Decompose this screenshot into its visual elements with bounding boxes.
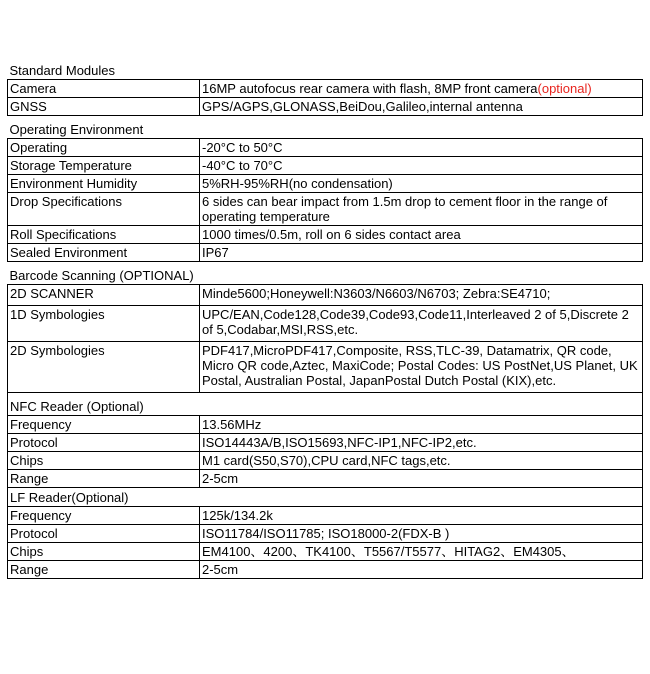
spec-label: Range	[8, 561, 200, 579]
spec-label: Drop Specifications	[8, 193, 200, 226]
spec-value: 6 sides can bear impact from 1.5m drop to cement floor in the range of operating temperature	[200, 193, 643, 226]
spec-label: Camera	[8, 80, 200, 98]
spec-row	[8, 175, 643, 193]
spec-label: GNSS	[8, 98, 200, 116]
spec-value: PDF417,MicroPDF417,Composite, RSS,TLC-39, Datamatrix, QR code, Micro QR code,Aztec, MaxiCode; Postal Codes: US PostNet,US Planet, UK Postal, Australian Postal, JapanPostal Dutch Postal (KIX),etc.	[200, 342, 643, 393]
spec-row	[8, 139, 643, 157]
section-row-environment	[8, 116, 643, 139]
spec-value: 2-5cm	[200, 561, 643, 579]
spec-row	[8, 285, 643, 306]
spec-value: -40°C to 70°C	[200, 157, 643, 175]
spec-row	[8, 470, 643, 488]
section-heading: NFC Reader (Optional)	[8, 393, 643, 416]
section-row-nfc	[8, 393, 643, 416]
spec-label: Sealed Environment	[8, 244, 200, 262]
section-row-standard	[8, 61, 643, 80]
spec-row	[8, 507, 643, 525]
spec-row	[8, 244, 643, 262]
spec-label: Protocol	[8, 525, 200, 543]
spec-label: Frequency	[8, 416, 200, 434]
spec-value: 5%RH-95%RH(no condensation)	[200, 175, 643, 193]
spec-value: -20°C to 50°C	[200, 139, 643, 157]
spec-label: Protocol	[8, 434, 200, 452]
section-row-barcode	[8, 262, 643, 285]
optional-note: (optional)	[537, 81, 592, 96]
spec-label: 2D Symbologies	[8, 342, 200, 393]
spec-value: ISO11784/ISO11785; ISO18000-2(FDX-B )	[200, 525, 643, 543]
spec-value: 1000 times/0.5m, roll on 6 sides contact area	[200, 226, 643, 244]
spec-label: Roll Specifications	[8, 226, 200, 244]
spec-table	[7, 61, 643, 579]
spec-value: 125k/134.2k	[200, 507, 643, 525]
spec-value: 2-5cm	[200, 470, 643, 488]
spec-label: Operating	[8, 139, 200, 157]
spec-label: Frequency	[8, 507, 200, 525]
spec-row	[8, 342, 643, 393]
spec-value: IP67	[200, 244, 643, 262]
spec-row	[8, 561, 643, 579]
spec-row	[8, 306, 643, 342]
spec-row	[8, 193, 643, 226]
spec-label: 1D Symbologies	[8, 306, 200, 342]
spec-row	[8, 452, 643, 470]
section-row-lf	[8, 488, 643, 507]
spec-value: M1 card(S50,S70),CPU card,NFC tags,etc.	[200, 452, 643, 470]
section-heading: LF Reader(Optional)	[8, 488, 643, 507]
spec-label: Storage Temperature	[8, 157, 200, 175]
spec-label: Environment Humidity	[8, 175, 200, 193]
spec-value: Minde5600;Honeywell:N3603/N6603/N6703; Zebra:SE4710;	[200, 285, 643, 306]
spec-label: Range	[8, 470, 200, 488]
spec-row	[8, 434, 643, 452]
spec-label: Chips	[8, 543, 200, 561]
spec-value: 13.56MHz	[200, 416, 643, 434]
section-heading: Standard Modules	[8, 61, 643, 80]
spec-value: EM4100、4200、TK4100、T5567/T5577、HITAG2、EM4305、	[200, 543, 643, 561]
spec-row-gnss	[8, 98, 643, 116]
spec-row	[8, 416, 643, 434]
camera-value-text: 16MP autofocus rear camera with flash, 8MP front camera	[202, 81, 538, 96]
spec-row	[8, 525, 643, 543]
section-heading: Barcode Scanning (OPTIONAL)	[8, 262, 643, 285]
spec-value	[200, 80, 643, 98]
spec-label: 2D SCANNER	[8, 285, 200, 306]
spec-value: GPS/AGPS,GLONASS,BeiDou,Galileo,internal antenna	[200, 98, 643, 116]
section-heading: Operating Environment	[8, 116, 643, 139]
spec-row	[8, 226, 643, 244]
spec-row	[8, 543, 643, 561]
spec-label: Chips	[8, 452, 200, 470]
spec-value: UPC/EAN,Code128,Code39,Code93,Code11,Interleaved 2 of 5,Discrete 2 of 5,Codabar,MSI,RSS,etc.	[200, 306, 643, 342]
spec-row-camera	[8, 80, 643, 98]
spec-row	[8, 157, 643, 175]
spec-value: ISO14443A/B,ISO15693,NFC-IP1,NFC-IP2,etc.	[200, 434, 643, 452]
